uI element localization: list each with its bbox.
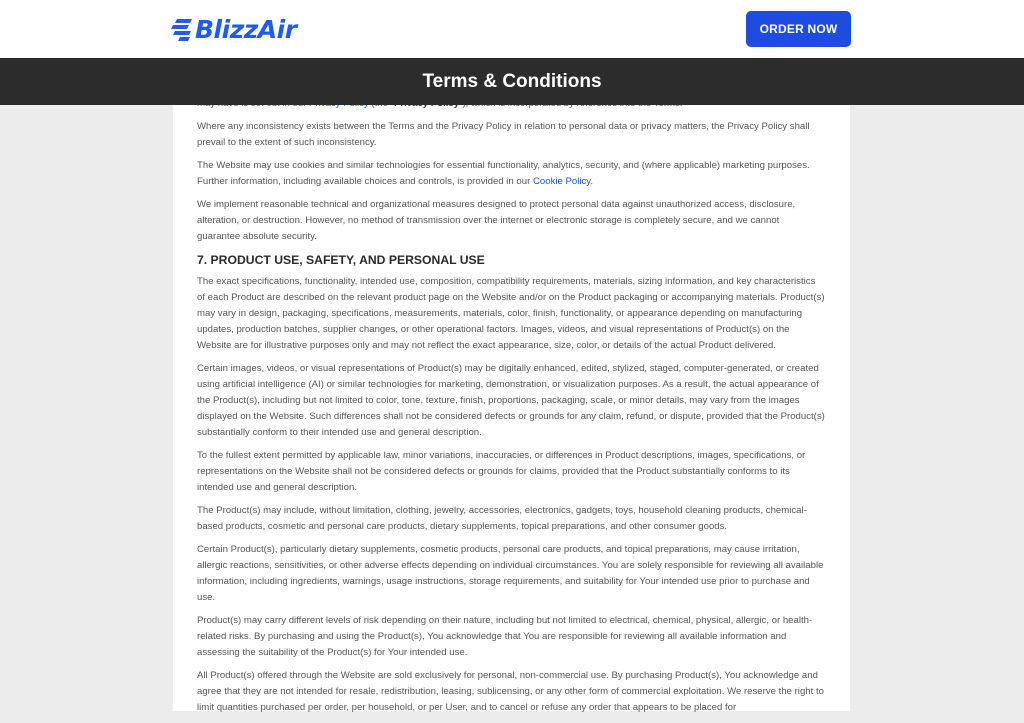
specifications-paragraph: The exact specifications, functionality, intended use, composition, compatibility requirements, materials, sizing information, and key characteristics of each Product are described on the relevant product page on the Website and/or on the Product packaging or accompanying materials. Product(s) may vary in design, packaging, specifications, measurements, materials, color, finish, functionality, or appearance depending on manufacturing updates, production batches, supplier changes, or other operational factors. Images, videos, and visual representations of Product(s) on the Website are for illustrative purposes only and may not reflect the exact appearance, size, color, or details of the actual Product delivered. bbox=[197, 276, 825, 351]
risk-paragraph: Product(s) may carry different levels of risk depending on their nature, including but not limited to electrical, chemical, physical, allergic, or health-related risks. By purchasing and using the Product(s), You acknowledge that You are responsible for reviewing all available information and assessing the suitability of the Product(s) for Your intended use. bbox=[197, 615, 813, 658]
page-title-bar bbox=[0, 58, 1024, 105]
terms-text bbox=[197, 96, 825, 723]
inconsistency-paragraph: Where any inconsistency exists between the Terms and the Privacy Policy in relation to personal data or privacy matters, the Privacy Policy shall prevail to the extent of such inconsistency. bbox=[197, 121, 810, 148]
personal-use-paragraph: All Product(s) offered through the Website are sold exclusively for personal, non-commercial use. By purchasing Product(s), You acknowledge and agree that they are not intended for resale, redistribution, leasing, sublicensing, or any other form of commercial exploitation. We reserve the right to limit quantities purchased per order, per household, or per User, and to cancel or refuse any order that appears to be placed for bbox=[197, 670, 824, 713]
images-paragraph: Certain images, videos, or visual representations of Product(s) may be digitally enhanced, edited, stylized, staged, computer-generated, or created using artificial intelligence (AI) or similar technologies for marketing, demonstration, or visualization purposes. As a result, the actual appearance of the Product(s), including but not limited to color, tone, texture, finish, proportions, packaging, scale, or minor details, may vary from the images displayed on the Website. Such differences shall not be considered defects or grounds for any claim, refund, or dispute, provided that the Product(s) substantially conform to their intended use and general description. bbox=[197, 363, 825, 438]
logo-icon bbox=[172, 16, 194, 42]
cookies-paragraph: The Website may use cookies and similar technologies for essential functionality, analytics, security, and (where applicable) marketing purposes. Further information, including available choices and controls, is provided in our Cookie Policy. bbox=[197, 160, 810, 187]
variations-paragraph: To the fullest extent permitted by applicable law, minor variations, inaccuracies, or differences in Product descriptions, images, specifications, or representations on the Website shall not be considered defects or grounds for claims, provided that the Product substantially conforms to its intended use and general description. bbox=[197, 450, 806, 493]
brand-logo[interactable] bbox=[172, 13, 297, 45]
page-title: Terms & Conditions bbox=[422, 70, 602, 92]
logo-text: BlizzAir bbox=[195, 14, 297, 44]
terms-content[interactable] bbox=[173, 105, 850, 711]
product-types-paragraph: The Product(s) may include, without limitation, clothing, jewelry, accessories, electronics, gadgets, toys, household cleaning products, chemical-based products, cosmetic and personal care products, dietary supplements, topical preparations, and other consumer goods. bbox=[197, 505, 807, 532]
site-header bbox=[0, 0, 1024, 58]
irritation-paragraph: Certain Product(s), particularly dietary supplements, cosmetic products, personal care products, and topical preparations, may cause irritation, allergic reactions, sensitivities, or other adverse effects depending on individual circumstances. You are solely responsible for reviewing all available information, including ingredients, warnings, usage instructions, storage requirements, and suitability for Your intended use prior to purchase and use. bbox=[197, 544, 824, 603]
section-7-heading: 7. PRODUCT USE, SAFETY, AND PERSONAL USE bbox=[197, 253, 485, 267]
cookie-policy-link[interactable]: Cookie Policy bbox=[532, 176, 591, 187]
order-now-button[interactable]: ORDER NOW bbox=[746, 11, 851, 47]
security-paragraph: We implement reasonable technical and organizational measures designed to protect personal data against unauthorized access, disclosure, alteration, or destruction. However, no method of transmission over the internet or electronic storage is completely secure, and we cannot guarantee absolute security. bbox=[197, 199, 796, 242]
